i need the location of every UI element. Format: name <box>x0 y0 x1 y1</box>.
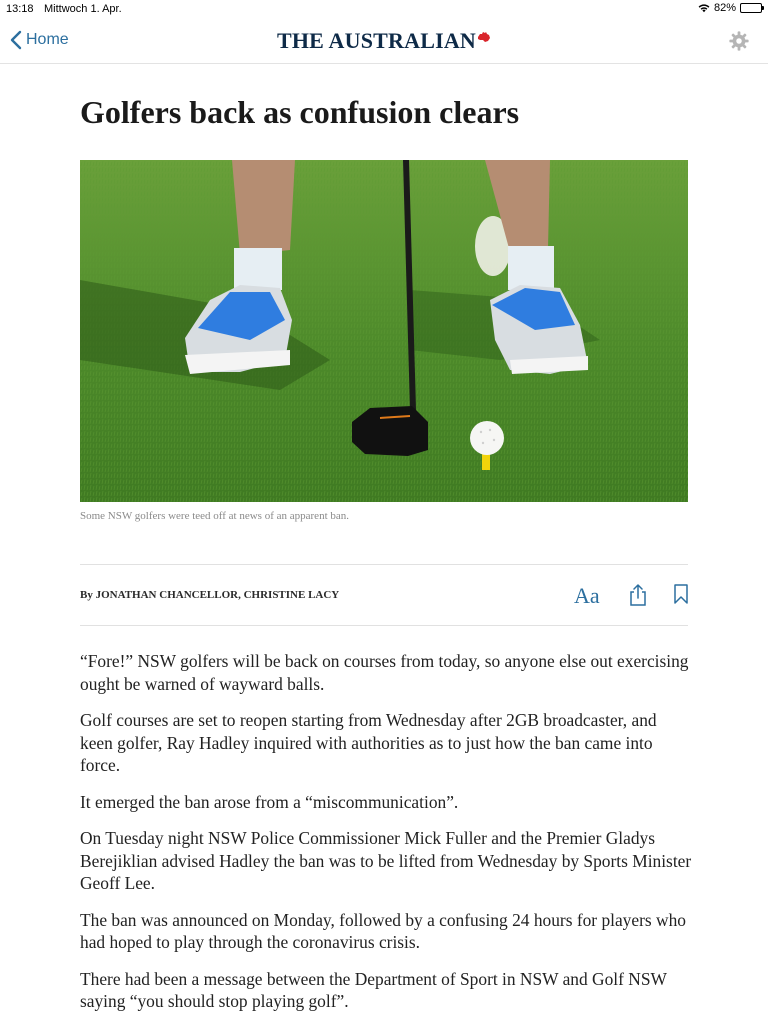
status-right <box>698 2 762 14</box>
article-headline: Golfers back as confusion clears <box>80 94 520 130</box>
article-paragraph: The ban was announced on Monday, followed by a confusing 24 hours for players who had hoped to play through the coronavirus crisis. <box>80 909 686 952</box>
settings-button[interactable] <box>728 30 750 52</box>
gear-icon <box>728 30 750 52</box>
article-paragraph: “Fore!” NSW golfers will be back on courses from today, so anyone else out exercising ought be warned of wayward balls. <box>80 651 689 694</box>
australia-map-icon <box>477 31 491 43</box>
status-time: 13:18 <box>6 3 34 15</box>
bookmark-icon <box>673 583 689 605</box>
hero-image <box>80 160 688 502</box>
battery-icon <box>740 3 762 13</box>
article-paragraph: It emerged the ban arose from a “miscommunication”. <box>80 791 459 812</box>
golf-tee-photo <box>80 160 688 502</box>
article-paragraph: On Tuesday night NSW Police Commissioner Mick Fuller and the Premier Gladys Berejiklian advised Hadley the ban was to be lifted from Wednesday by Sports Minister Geoff Lee. <box>80 828 692 893</box>
share-button[interactable] <box>628 583 648 607</box>
battery-percent: 82% <box>713 2 736 14</box>
article-paragraph: There had been a message between the Department of Sport in NSW and Golf NSW saying “you should stop playing golf”. <box>80 968 667 1011</box>
image-caption: Some NSW golfers were teed off at news of an apparent ban. <box>80 510 350 522</box>
logo-text: THE AUSTRALIAN <box>276 28 477 53</box>
status-bar <box>0 0 768 20</box>
back-label: Home <box>26 31 69 48</box>
share-icon <box>628 583 648 607</box>
wifi-icon <box>698 3 710 13</box>
article-paragraph: Golf courses are set to reopen starting from Wednesday after 2GB broadcaster, and keen golfer, Ray Hadley inquired with authorities as to just how the ban came into force. <box>80 710 657 775</box>
nav-bar <box>0 20 768 64</box>
text-size-button[interactable]: Aa <box>574 583 600 608</box>
status-date: Mittwoch 1. Apr. <box>44 3 122 15</box>
byline-bar <box>80 564 688 626</box>
article-body <box>80 650 692 1024</box>
byline-authors: JONATHAN CHANCELLOR, CHRISTINE LACY <box>95 589 340 601</box>
bookmark-button[interactable] <box>673 583 689 605</box>
byline-prefix: By <box>80 589 93 601</box>
byline <box>80 589 339 601</box>
masthead <box>0 28 768 54</box>
